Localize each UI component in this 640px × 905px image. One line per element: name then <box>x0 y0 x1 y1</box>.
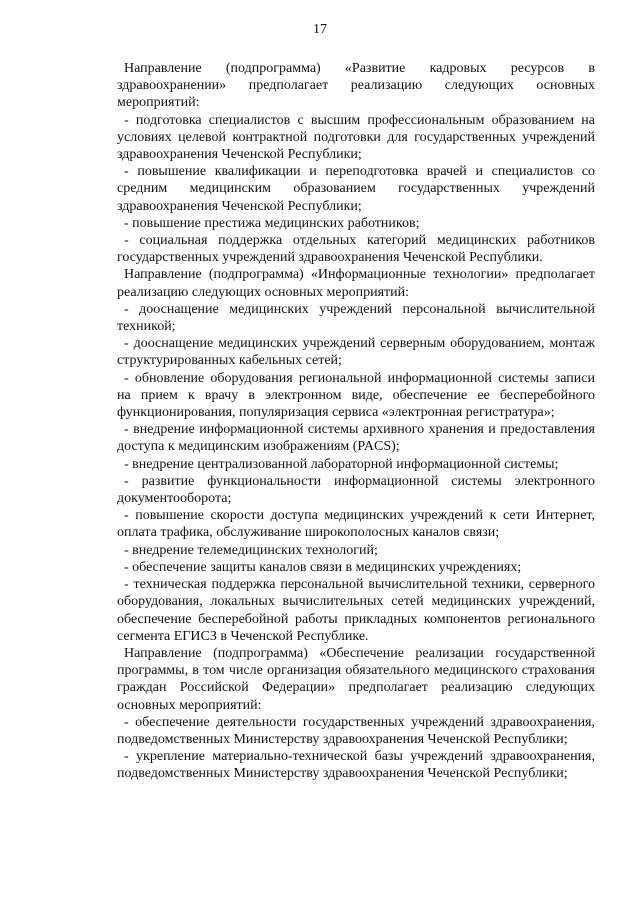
list-item: - техническая поддержка персональной вычислительной техники, серверного оборудования, локальных вычислительных сетей медицинских учреждений, обеспечение бесперебойной работы прикладных компонентов регионального сегмента ЕГИСЗ в Чеченской Республике. <box>117 577 595 644</box>
list-item: - внедрение информационной системы архивного хранения и предоставления доступа к медицинским изображениям (PACS); <box>117 422 595 455</box>
list-item: - социальная поддержка отдельных категорий медицинских работников государственных учреждений здравоохранения Чеченской Республики. <box>117 233 595 266</box>
list-item: - внедрение централизованной лабораторной информационной системы; <box>124 456 559 472</box>
paragraph-direction-program-support: Направление (подпрограмма) «Обеспечение реализации государственной программы, в том числе организация обязательного медицинского страхования граждан Российской Федерации» предполагает реализацию следующих основных мероприятий: <box>117 645 595 713</box>
list-item: - повышение престижа медицинских работников; <box>124 215 420 231</box>
list-item: - повышение квалификации и переподготовка врачей и специалистов со средним медицинским образованием государственных учреждений здравоохранения Чеченской Республики; <box>117 164 595 214</box>
list-item: - подготовка специалистов с высшим профессиональным образованием на условиях целевой контрактной подготовки для государственных учреждений здравоохранения Чеченской Республики; <box>117 112 595 163</box>
list-item: - внедрение телемедицинских технологий; <box>124 542 378 558</box>
list-item: - обеспечение защиты каналов связи в медицинских учреждениях; <box>124 559 522 575</box>
document-body <box>117 60 595 783</box>
page-number: 17 <box>313 22 327 37</box>
list-item: - дооснащение медицинских учреждений персональной вычислительной техникой; <box>117 301 595 335</box>
list-item: - развитие функциональности информационной системы электронного документооборота; <box>117 473 595 507</box>
paragraph-direction-personnel: Направление (подпрограмма) «Развитие кадровых ресурсов в здравоохранении» предполагает реализацию следующих основных мероприятий: <box>117 61 595 111</box>
list-item: - дооснащение медицинских учреждений серверным оборудованием, монтаж структурированных кабельных сетей; <box>117 336 595 369</box>
list-item: - укрепление материально-технической базы учреждений здравоохранения, подведомственных Министерству здравоохранения Чеченской Республики; <box>117 749 595 782</box>
paragraph-direction-it: Направление (подпрограмма) «Информационные технологии» предполагает реализацию следующих основных мероприятий: <box>117 267 595 300</box>
list-item: - повышение скорости доступа медицинских учреждений к сети Интернет, оплата трафика, обслуживание широкополосных каналов связи; <box>117 508 595 541</box>
list-item: - обеспечение деятельности государственных учреждений здравоохранения, подведомственных Министерству здравоохранения Чеченской Республики; <box>117 714 595 747</box>
list-item: - обновление оборудования региональной информационной системы записи на прием к врачу в электронном виде, обеспечение ее бесперебойного функционирования, популяризация сервиса «электронная регистратура»; <box>117 370 595 421</box>
